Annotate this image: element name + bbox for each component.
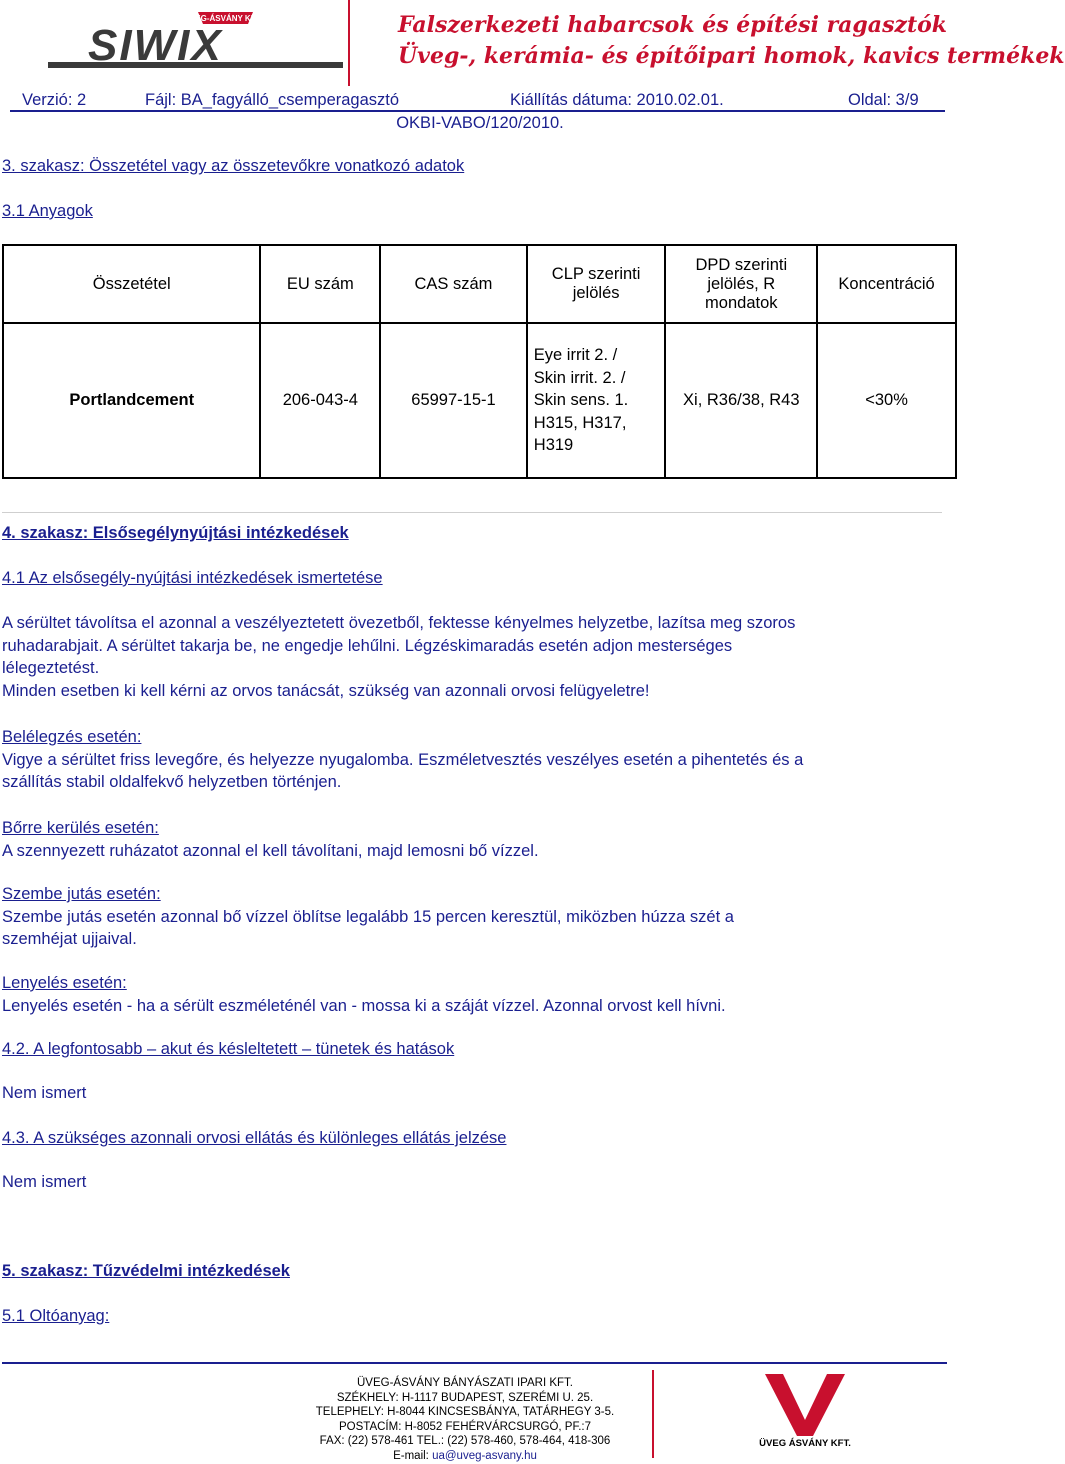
section-5-1-title: 5.1 Oltóanyag: [2,1307,110,1325]
skin-contact-heading: Bőrre kerülés esetén: [2,819,159,837]
first-aid-general-paragraph [2,612,947,702]
section-4-1-title: 4.1 Az elsősegély-nyújtási intézkedések ismertetése [2,569,383,587]
text-line: Lenyelés esetén - ha a sérült eszméleténél van - mossa ki a száját vízzel. Azonnal orvost kell hívni. [2,996,726,1015]
section-3-1-title: 3.1 Anyagok [2,202,93,220]
file-label: Fájl: BA_fagyálló_csemperagasztó [145,91,400,109]
table-row [3,323,956,478]
footer-postal: POSTACÍM: H-8052 FEHÉRVÁRCSURGÓ, PF.:7 [339,1420,591,1433]
eye-contact-block [2,883,947,951]
section-3-title: 3. szakasz: Összetétel vagy az összetevőkre vonatkozó adatok [2,157,465,175]
footer-contact [300,1376,630,1464]
version-label: Verzió: 2 [22,91,87,109]
header-clp-line: jelölés [572,284,620,302]
ingestion-heading: Lenyelés esetén: [2,974,127,992]
section-5-title: 5. szakasz: Tűzvédelmi intézkedések [2,1262,290,1280]
cell-clp-line: H319 [533,436,574,455]
footer-email-link[interactable]: ua@uveg-asvany.hu [432,1449,537,1462]
cell-clp-line: Skin irrit. 2. / [533,368,626,387]
issue-date-label: Kiállítás dátuma: 2010.02.01. [510,91,724,109]
footer-logo-text: ÜVEG ÁSVÁNY KFT. [759,1438,851,1449]
header-dpd-line: DPD szerinti [695,255,788,274]
header-composition: Összetétel [3,245,260,323]
footer-divider [652,1370,654,1458]
header-dpd-line: jelölés, R [707,274,776,293]
cell-concentration: <30% [817,323,956,478]
text-line: Minden esetben ki kell kérni az orvos tanácsát, szükség van azonnali orvosi felügyeletre! [2,681,650,700]
uveg-asvany-logo-icon [745,1370,865,1442]
table-header-row [3,245,956,323]
cell-clp-line: Eye irrit 2. / [533,346,618,365]
header-concentration: Koncentráció [817,245,956,323]
text-line: A sérültet távolítsa el azonnal a veszélyeztetett övezetből, fektesse kényelmes helyzetbe, lazítsa meg szoros [2,614,796,632]
header-clp-line: CLP szerinti [551,265,641,283]
header-dpd-line: mondatok [705,293,778,312]
header-eu-number: EU szám [260,245,380,323]
cell-clp-line: H315, H317, [533,413,627,432]
section-4-2-title: 4.2. A legfontosabb – akut és késleltetett – tünetek és hatások [2,1040,455,1058]
substances-table [2,244,957,479]
footer-email-row [300,1449,630,1464]
eye-contact-heading: Szembe jutás esetén: [2,885,161,903]
header-divider [348,0,350,86]
text-line: ruhadarabjait. A sérültet takarja be, ne engedje lehűlni. Légzéskimaradás esetén adjon mesterséges [2,636,733,655]
siwix-logo [48,10,348,76]
inhalation-block [2,726,947,794]
footer-rule [2,1362,947,1364]
text-line: szemhéjat ujjaival. [2,930,137,949]
text-line: Szembe jutás esetén azonnal bő vízzel öblítse legalább 15 percen keresztül, miközben húzza szét a [2,907,734,926]
cell-cas-number: 65997-15-1 [380,323,527,478]
text-line: A szennyezett ruházatot azonnal el kell távolítani, majd lemosni bő vízzel. [2,841,539,860]
cell-clp [527,323,666,478]
inhalation-heading: Belélegzés esetén: [2,728,142,746]
footer-seat: SZÉKHELY: H-1117 BUDAPEST, SZERÉMI U. 25. [336,1391,594,1404]
section-separator [2,512,942,513]
footer-phone: FAX: (22) 578-461 TEL.: (22) 578-460, 578-464, 418-306 [319,1435,611,1448]
cell-eu-number: 206-043-4 [260,323,380,478]
skin-contact-block [2,817,947,862]
footer-email-label: E-mail: [393,1449,433,1462]
section-4-3-title: 4.3. A szükséges azonnali orvosi ellátás és különleges ellátás jelzése [2,1129,507,1147]
logo-text: SIWIX [88,21,223,70]
reference-number: OKBI-VABO/120/2010. [396,114,564,132]
footer-company: ÜVEG-ÁSVÁNY BÁNYÁSZATI IPARI KFT. [357,1377,573,1389]
text-line: lélegeztetést. [2,659,100,678]
ingestion-block [2,972,947,1017]
header-cas-number: CAS szám [380,245,527,323]
tagline-2: Üveg-, kerámia- és építőipari homok, kavics termékek [398,43,1065,69]
text-line: Vigye a sérültet friss levegőre, és helyezze nyugalomba. Eszméletvesztés veszélyes esetén a pihentetés és a [2,750,804,769]
cell-clp-line: Skin sens. 1. [533,391,629,410]
footer-site: TELEPHELY: H-8044 KINCSESBÁNYA, TATÁRHEGY 3-5. [315,1406,615,1419]
text-line: szállítás stabil oldalfekvő helyzetben történjen. [2,773,342,792]
section-4-3-text: Nem ismert [2,1173,87,1191]
page-label: Oldal: 3/9 [848,91,919,109]
tagline-1: Falszerkezeti habarcsok és építési ragasztók [398,12,948,38]
header-dpd [665,245,817,323]
section-4-title: 4. szakasz: Elsősegélynyújtási intézkedések [2,524,349,542]
logo-subtext: ÜVEG-ÁSVÁNY KFT. [184,14,262,23]
cell-composition: Portlandcement [3,323,260,478]
header-rule [10,110,945,112]
section-4-2-text: Nem ismert [2,1084,87,1102]
cell-dpd: Xi, R36/38, R43 [665,323,817,478]
header-clp [527,245,666,323]
